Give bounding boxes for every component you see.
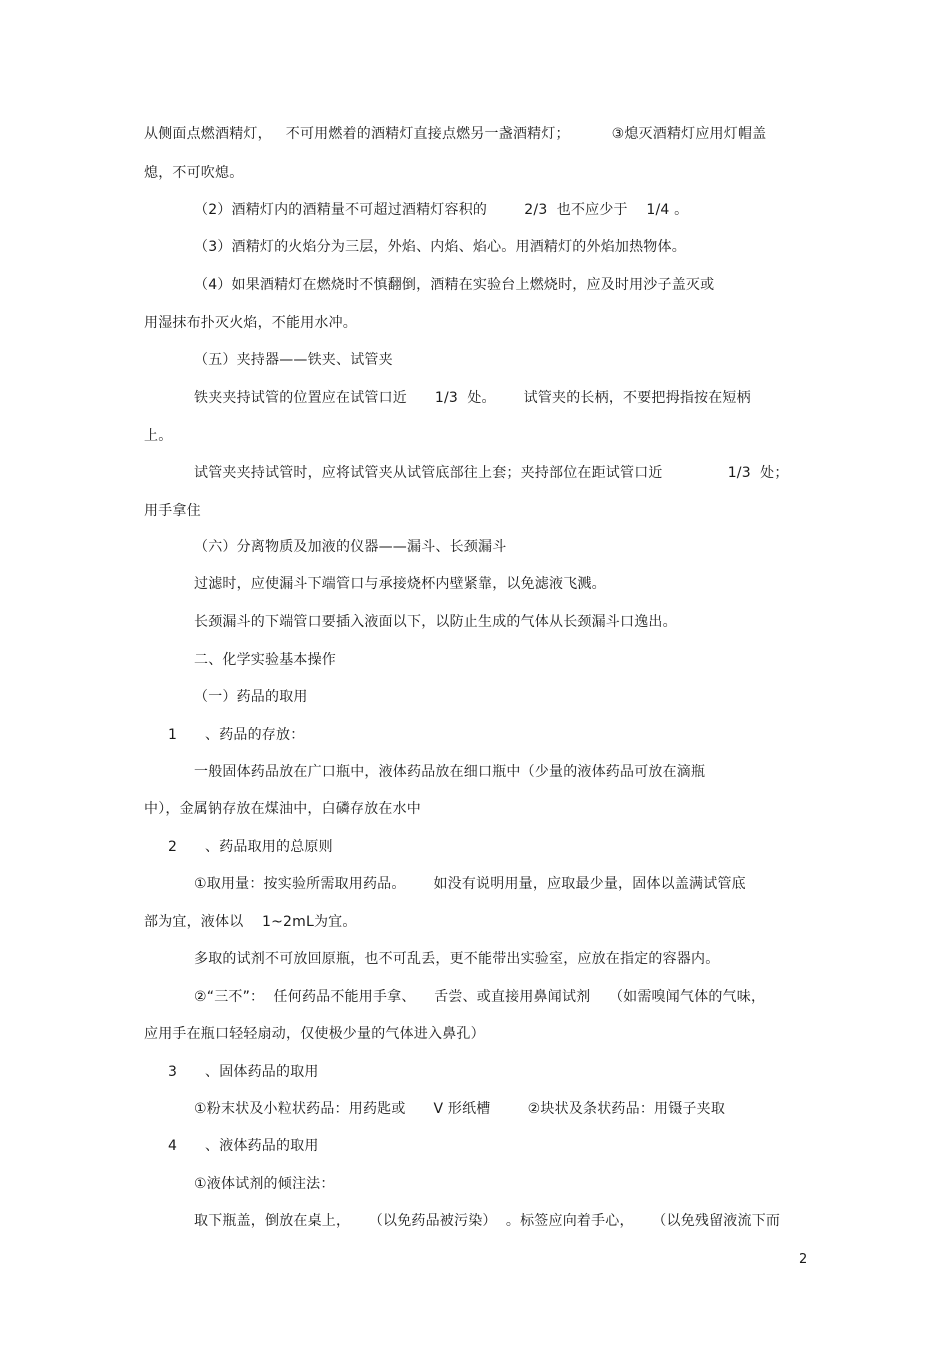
text-line: 铁夹夹持试管的位置应在试管口近 1/3 处。 试管夹的长柄，不要把拇指按在短柄	[194, 390, 751, 406]
text-line: 1 、药品的存放：	[168, 727, 305, 743]
text-line: 3 、固体药品的取用	[168, 1064, 319, 1080]
text-line: ①取用量：按实验所需取用药品。 如没有说明用量，应取最少量，固体以盖满试管底	[194, 876, 746, 892]
text-line: 4 、液体药品的取用	[168, 1138, 319, 1154]
text-line: （一）药品的取用	[194, 689, 308, 705]
text-line: （五）夹持器——铁夹、试管夹	[194, 352, 393, 368]
text-line: 从侧面点燃酒精灯， 不可用燃着的酒精灯直接点燃另一盏酒精灯； ③熄灭酒精灯应用灯帽盖	[144, 126, 767, 142]
text-line: 二、化学实验基本操作	[194, 652, 336, 668]
text-line: ①液体试剂的倾注法：	[194, 1176, 335, 1192]
text-line: 过滤时，应使漏斗下端管口与承接烧杯内壁紧靠，以免滤液飞溅。	[194, 576, 606, 592]
text-line: 部为宜，液体以 1~2mL为宜。	[144, 914, 357, 930]
text-line: 多取的试剂不可放回原瓶，也不可乱丢，更不能带出实验室，应放在指定的容器内。	[194, 951, 720, 967]
text-line: ②“三不”： 任何药品不能用手拿、 舌尝、或直接用鼻闻试剂 （如需嗅闻气体的气味，	[194, 989, 766, 1005]
text-line: （3）酒精灯的火焰分为三层，外焰、内焰、焰心。用酒精灯的外焰加热物体。	[194, 239, 686, 255]
text-line: 一般固体药品放在广口瓶中，液体药品放在细口瓶中（少量的液体药品可放在滴瓶	[194, 764, 706, 780]
text-line: 熄，不可吹熄。	[144, 165, 244, 181]
text-line: 2 、药品取用的总原则	[168, 839, 333, 855]
text-line: 试管夹夹持试管时，应将试管夹从试管底部往上套；夹持部位在距试管口近 1/3 处；	[194, 465, 789, 481]
page-number: 2	[799, 1252, 808, 1267]
text-line: （4）如果酒精灯在燃烧时不慎翻倒，酒精在实验台上燃烧时，应及时用沙子盖灭或	[194, 277, 715, 293]
text-line: 中），金属钠存放在煤油中，白磷存放在水中	[144, 801, 421, 817]
text-line: 上。	[144, 428, 173, 444]
text-line: 应用手在瓶口轻轻扇动，仅使极少量的气体进入鼻孔）	[144, 1026, 485, 1042]
text-line: ①粉末状及小粒状药品：用药匙或 V 形纸槽 ②块状及条状药品：用镊子夹取	[194, 1101, 726, 1117]
text-line: 用湿抹布扑灭火焰，不能用水冲。	[144, 315, 357, 331]
text-line: （六）分离物质及加液的仪器——漏斗、长颈漏斗	[194, 539, 507, 555]
text-line: 取下瓶盖，倒放在桌上， （以免药品被污染） 。标签应向着手心， （以免残留液流下而	[194, 1213, 781, 1229]
text-line: 用手拿住	[144, 503, 201, 519]
text-line: 长颈漏斗的下端管口要插入液面以下，以防止生成的气体从长颈漏斗口逸出。	[194, 614, 677, 630]
text-line: （2）酒精灯内的酒精量不可超过酒精灯容积的 2/3 也不应少于 1/4 。	[194, 202, 689, 218]
